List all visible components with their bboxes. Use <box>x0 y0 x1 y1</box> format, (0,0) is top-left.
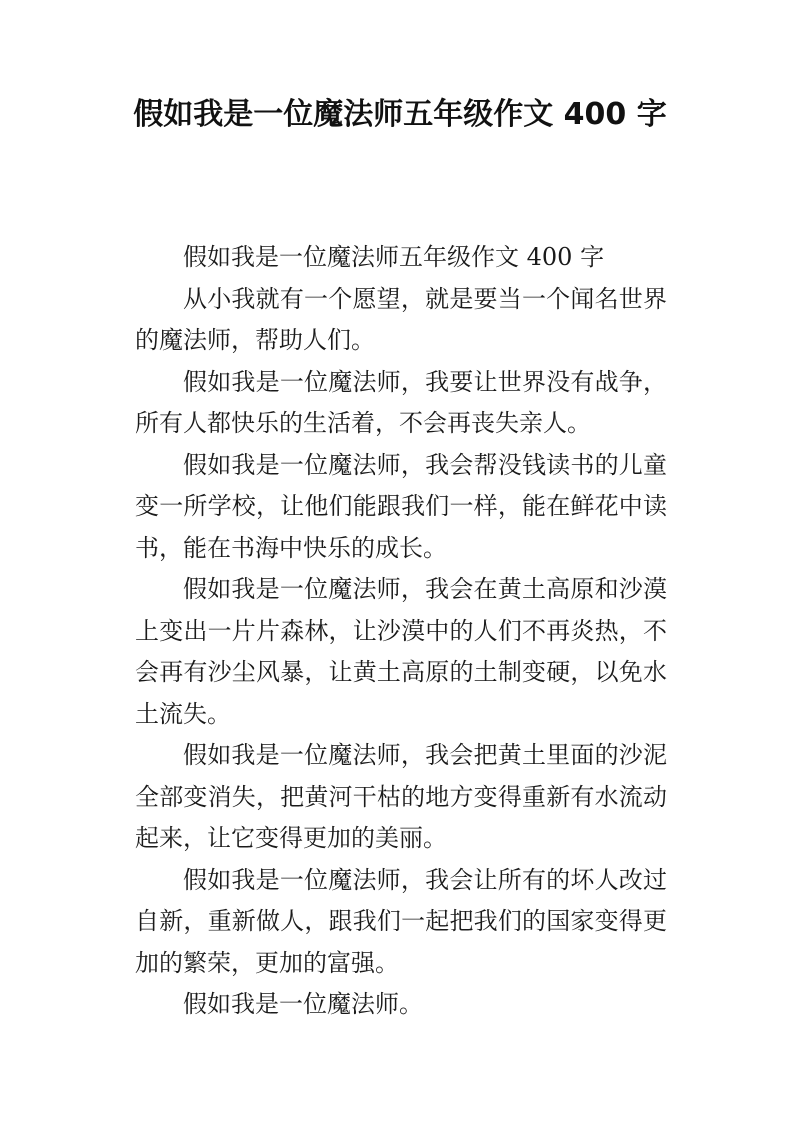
paragraph-7: 假如我是一位魔法师，我会让所有的坏人改过自新，重新做人，跟我们一起把我们的国家变得更加的繁荣，更加的富强。 <box>135 865 667 977</box>
paragraph-1: 假如我是一位魔法师五年级作文 400 字 <box>183 243 605 271</box>
paragraph-4: 假如我是一位魔法师，我会帮没钱读书的儿童变一所学校，让他们能跟我们一样，能在鲜花中读书，能在书海中快乐的成长。 <box>135 450 667 562</box>
paragraph-6: 假如我是一位魔法师，我会把黄土里面的沙泥全部变消失，把黄河干枯的地方变得重新有水流动起来，让它变得更加的美丽。 <box>135 741 667 852</box>
paragraph-8: 假如我是一位魔法师。 <box>183 990 423 1018</box>
paragraph-3: 假如我是一位魔法师，我要让世界没有战争，所有人都快乐的生活着，不会再丧失亲人。 <box>135 367 667 437</box>
document-body <box>135 237 667 1026</box>
paragraph-5: 假如我是一位魔法师，我会在黄土高原和沙漠上变出一片片森林，让沙漠中的人们不再炎热，不会再有沙尘风暴，让黄土高原的土制变硬，以免水土流失。 <box>135 575 667 728</box>
document-title: 假如我是一位魔法师五年级作文 400 字 <box>133 97 667 132</box>
paragraph-2: 从小我就有一个愿望，就是要当一个闻名世界的魔法师，帮助人们。 <box>135 284 667 354</box>
